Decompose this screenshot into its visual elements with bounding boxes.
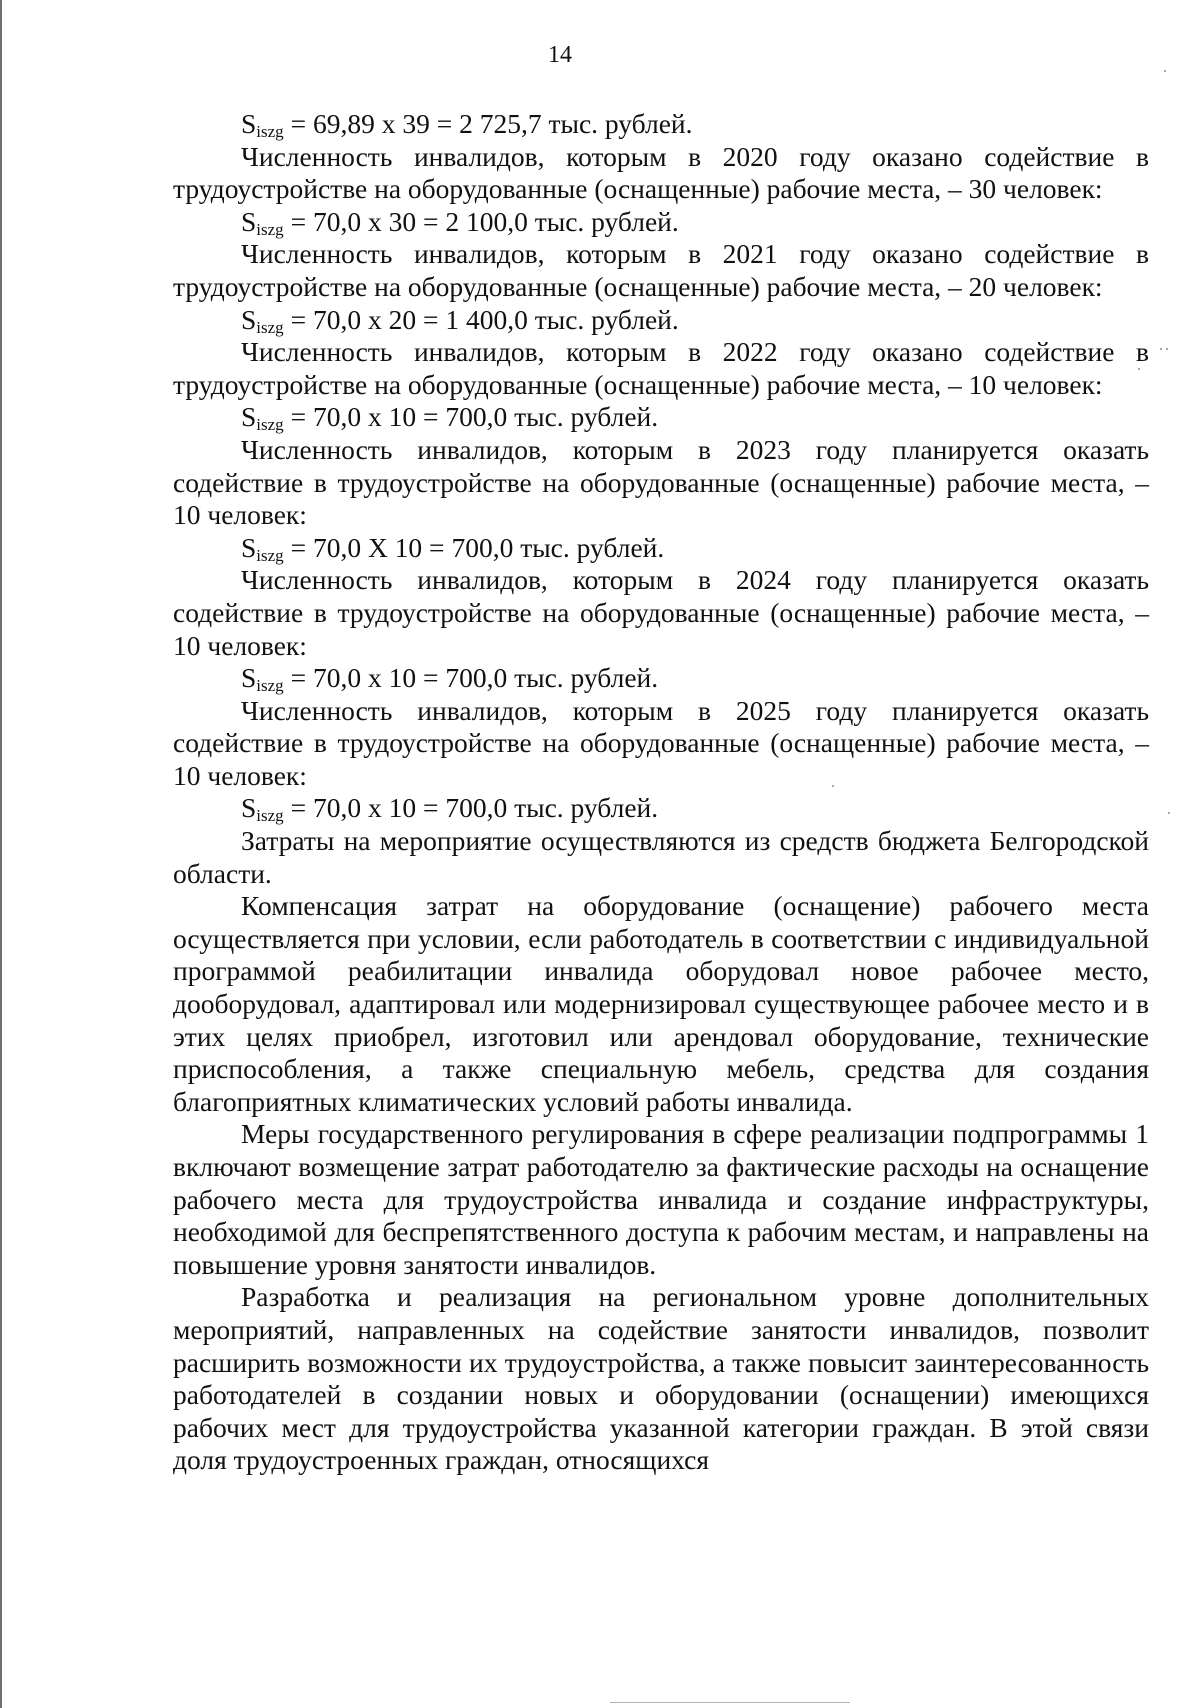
paragraph: Затраты на мероприятие осуществляются из средств бюджета Белгородской области. bbox=[173, 825, 1149, 889]
scan-speck bbox=[1164, 70, 1166, 72]
formula-subscript: iszg bbox=[256, 317, 284, 337]
formula-subscript: iszg bbox=[256, 676, 284, 696]
formula-symbol: S bbox=[241, 662, 257, 694]
formula-symbol: S bbox=[241, 303, 257, 335]
formula-subscript: iszg bbox=[256, 219, 284, 239]
scan-edge-shadow bbox=[0, 0, 2, 1708]
formula-symbol: S bbox=[241, 108, 257, 139]
formula-symbol: S bbox=[241, 205, 257, 237]
formula-line bbox=[173, 304, 1149, 337]
formula-subscript: iszg bbox=[256, 806, 284, 826]
formula-line bbox=[173, 792, 1149, 825]
paragraph: Компенсация затрат на оборудование (оснащение) рабочего места осуществляется при условии, если работодатель в соответствии с индивидуальной программой реабилитации инвалида оборудовал новое рабочее место, дооборудовал, адаптировал или модернизировал существующее рабочее место и в этих целях приобрел, изготовил или арендовал оборудование, технические приспособления, а также специальную мебель, средства для создания благоприятных климатических условий работы инвалида. bbox=[173, 890, 1149, 1117]
formula-expression: = 70,0 x 10 = 700,0 тыс. рублей. bbox=[283, 401, 659, 433]
scan-speck bbox=[832, 785, 834, 787]
formula-expression: = 70,0 x 10 = 700,0 тыс. рублей. bbox=[283, 662, 659, 694]
formula-subscript: iszg bbox=[256, 545, 284, 565]
scan-speck bbox=[1138, 368, 1140, 370]
formula-line bbox=[173, 206, 1149, 239]
paragraph: Численность инвалидов, которым в 2023 году планируется оказать содействие в трудоустройстве на оборудованные (оснащенные) рабочие места, – 10 человек: bbox=[173, 433, 1149, 531]
scan-speck bbox=[1166, 348, 1168, 350]
paragraph: Численность инвалидов, которым в 2020 году оказано содействие в трудоустройстве на оборудованные (оснащенные) рабочие места, – 30 человек: bbox=[173, 140, 1149, 205]
paragraph: Меры государственного регулирования в сфере реализации подпрограммы 1 включают возмещение затрат работодателю за фактические расходы на оснащение рабочего места для трудоустройства инвалида и создание инфраструктуры, необходимой для беспрепятственного доступа к рабочим местам, и направлены на повышение уровня занятости инвалидов. bbox=[173, 1118, 1149, 1280]
document-body bbox=[173, 108, 1149, 1477]
formula-expression: = 70,0 x 10 = 700,0 тыс. рублей. bbox=[283, 792, 659, 824]
formula-line bbox=[173, 108, 1149, 141]
formula-expression: = 70,0 Х 10 = 700,0 тыс. рублей. bbox=[283, 531, 665, 563]
paragraph: Численность инвалидов, которым в 2022 году оказано содействие в трудоустройстве на оборудованные (оснащенные) рабочие места, – 10 человек: bbox=[173, 336, 1149, 400]
scan-speck bbox=[1160, 348, 1162, 350]
formula-expression: = 69,89 x 39 = 2 725,7 тыс. рублей. bbox=[283, 108, 693, 139]
page-number: 14 bbox=[548, 42, 572, 68]
paragraph: Численность инвалидов, которым в 2021 году оказано содействие в трудоустройстве на оборудованные (оснащенные) рабочие места, – 20 человек: bbox=[173, 238, 1149, 302]
formula-expression: = 70,0 x 30 = 2 100,0 тыс. рублей. bbox=[283, 205, 679, 237]
paragraph: Численность инвалидов, которым в 2024 году планируется оказать содействие в трудоустройстве на оборудованные (оснащенные) рабочие места, – 10 человек: bbox=[173, 564, 1149, 661]
formula-symbol: S bbox=[241, 401, 257, 433]
formula-line bbox=[173, 662, 1149, 695]
paragraph: Численность инвалидов, которым в 2025 году планируется оказать содействие в трудоустройстве на оборудованные (оснащенные) рабочие места, – 10 человек: bbox=[173, 694, 1149, 791]
formula-symbol: S bbox=[241, 531, 257, 563]
formula-line bbox=[173, 532, 1149, 565]
paragraph: Разработка и реализация на региональном уровне дополнительных мероприятий, направленных на содействие занятости инвалидов, позволит расширить возможности их трудоустройства, а также повысит заинтересованность работодателей в создании новых и оборудовании (оснащении) имеющихся рабочих мест для трудоустройства указанной категории граждан. В этой связи доля трудоустроенных граждан, относящихся bbox=[173, 1281, 1149, 1476]
formula-subscript: iszg bbox=[256, 122, 284, 141]
scan-bottom-line bbox=[610, 1702, 850, 1703]
formula-expression: = 70,0 x 20 = 1 400,0 тыс. рублей. bbox=[283, 303, 679, 335]
formula-line bbox=[173, 401, 1149, 434]
scan-speck bbox=[1168, 812, 1170, 814]
formula-subscript: iszg bbox=[256, 415, 284, 435]
formula-symbol: S bbox=[241, 792, 257, 824]
